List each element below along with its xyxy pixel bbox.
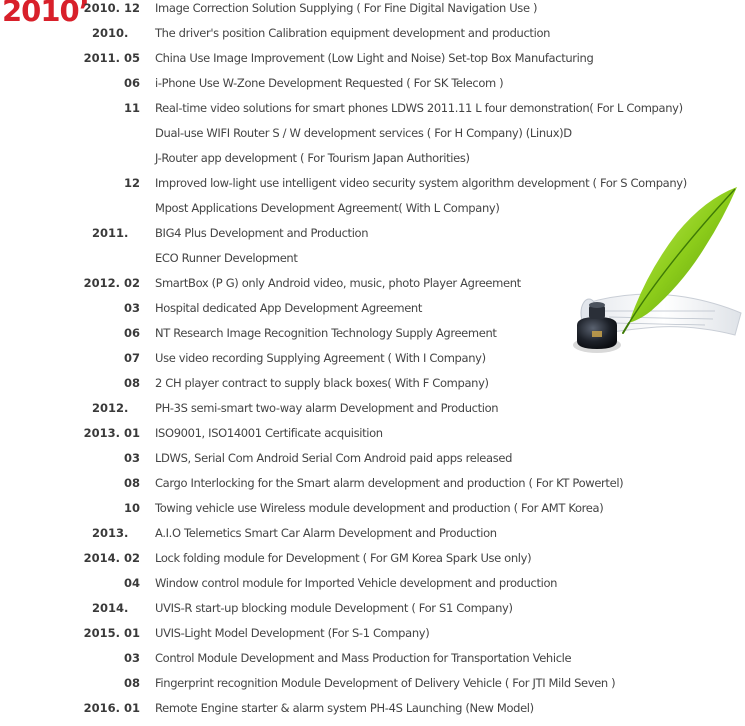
entry-description: PH-3S semi-smart two-way alarm Development and Production <box>155 401 499 415</box>
entry-date: 04 <box>123 576 140 590</box>
entry-description: Control Module Development and Mass Production for Transportation Vehicle <box>155 651 572 665</box>
entry-description: BIG4 Plus Development and Production <box>155 226 369 240</box>
timeline-entry <box>0 526 745 551</box>
entry-description: Lock folding module for Development ( For GM Korea Spark Use only) <box>155 551 532 565</box>
entry-description: Use video recording Supplying Agreement ( With I Company) <box>155 351 486 365</box>
timeline-entry <box>0 701 745 726</box>
timeline-entry <box>0 476 745 501</box>
entry-description: Remote Engine starter & alarm system PH-4S Launching (New Model) <box>155 701 534 715</box>
entry-date: 03 <box>123 451 140 465</box>
timeline-entry <box>0 401 745 426</box>
entry-description: Window control module for Imported Vehicle development and production <box>155 576 558 590</box>
entry-date: 2013. <box>92 526 129 540</box>
entry-date: 2015. 01 <box>83 626 140 640</box>
timeline-entry <box>0 1 745 26</box>
entry-date: 12 <box>123 176 140 190</box>
entry-date: 2014. 02 <box>83 551 140 565</box>
timeline-entry <box>0 501 745 526</box>
timeline-entry <box>0 576 745 601</box>
entry-date: 06 <box>123 76 140 90</box>
entry-description: UVIS-Light Model Development (For S-1 Company) <box>155 626 430 640</box>
entry-date: 2014. <box>92 601 129 615</box>
timeline-entry <box>0 51 745 76</box>
timeline-entry <box>0 126 745 151</box>
entry-date: 2010. 12 <box>83 1 140 15</box>
quill-ink-paper-icon <box>565 185 743 360</box>
timeline-entry <box>0 626 745 651</box>
entry-description: i-Phone Use W-Zone Development Requested ( For SK Telecom ) <box>155 76 504 90</box>
timeline-entry <box>0 551 745 576</box>
entry-description: UVIS-R start-up blocking module Development ( For S1 Company) <box>155 601 513 615</box>
entry-date: 2016. 01 <box>83 701 140 715</box>
entry-date: 08 <box>123 676 140 690</box>
entry-description: 2 CH player contract to supply black boxes( With F Company) <box>155 376 489 390</box>
timeline-entry <box>0 651 745 676</box>
entry-description: ISO9001, ISO14001 Certificate acquisition <box>155 426 383 440</box>
entry-description: SmartBox (P G) only Android video, music, photo Player Agreement <box>155 276 521 290</box>
entry-date: 2012. <box>92 401 129 415</box>
timeline-entry <box>0 601 745 626</box>
entry-date: 2011. 05 <box>83 51 140 65</box>
entry-description: J-Router app development ( For Tourism Japan Authorities) <box>155 151 470 165</box>
entry-description: NT Research Image Recognition Technology Supply Agreement <box>155 326 497 340</box>
entry-description: A.I.O Telemetics Smart Car Alarm Development and Production <box>155 526 497 540</box>
entry-date: 08 <box>123 376 140 390</box>
entry-date: 07 <box>123 351 140 365</box>
entry-description: Hospital dedicated App Development Agreement <box>155 301 423 315</box>
entry-description: Fingerprint recognition Module Development of Delivery Vehicle ( For JTI Mild Seven ) <box>155 676 616 690</box>
timeline-entry <box>0 451 745 476</box>
entry-description: Real-time video solutions for smart phones LDWS 2011.11 L four demonstration( For L Company) <box>155 101 683 115</box>
entry-date: 03 <box>123 301 140 315</box>
entry-date: 2011. <box>92 226 129 240</box>
entry-date: 2013. 01 <box>83 426 140 440</box>
timeline-entry <box>0 26 745 51</box>
entry-description: Image Correction Solution Supplying ( For Fine Digital Navigation Use ) <box>155 1 538 15</box>
entry-description: Mpost Applications Development Agreement( With L Company) <box>155 201 500 215</box>
entry-description: Improved low-light use intelligent video security system algorithm development ( For S Company) <box>155 176 687 190</box>
entry-description: The driver's position Calibration equipment development and production <box>155 26 551 40</box>
entry-date: 03 <box>123 651 140 665</box>
timeline-entry <box>0 676 745 701</box>
entry-description: China Use Image Improvement (Low Light and Noise) Set-top Box Manufacturing <box>155 51 594 65</box>
timeline-entry <box>0 376 745 401</box>
timeline-entry <box>0 76 745 101</box>
year-heading: 2010’ <box>2 0 89 28</box>
entry-date: 11 <box>123 101 140 115</box>
entry-date: 2012. 02 <box>83 276 140 290</box>
entry-description: Dual-use WIFI Router S / W development services ( For H Company) (Linux)D <box>155 126 572 140</box>
timeline-entry <box>0 101 745 126</box>
entry-date: 06 <box>123 326 140 340</box>
entry-description: Towing vehicle use Wireless module development and production ( For AMT Korea) <box>155 501 604 515</box>
timeline-entry <box>0 426 745 451</box>
entry-description: LDWS, Serial Com Android Serial Com Android paid apps released <box>155 451 513 465</box>
entry-description: Cargo Interlocking for the Smart alarm development and production ( For KT Powertel) <box>155 476 624 490</box>
entry-date: 08 <box>123 476 140 490</box>
entry-date: 10 <box>123 501 140 515</box>
entry-date: 2010. <box>92 26 129 40</box>
timeline-entry <box>0 151 745 176</box>
entry-description: ECO Runner Development <box>155 251 298 265</box>
